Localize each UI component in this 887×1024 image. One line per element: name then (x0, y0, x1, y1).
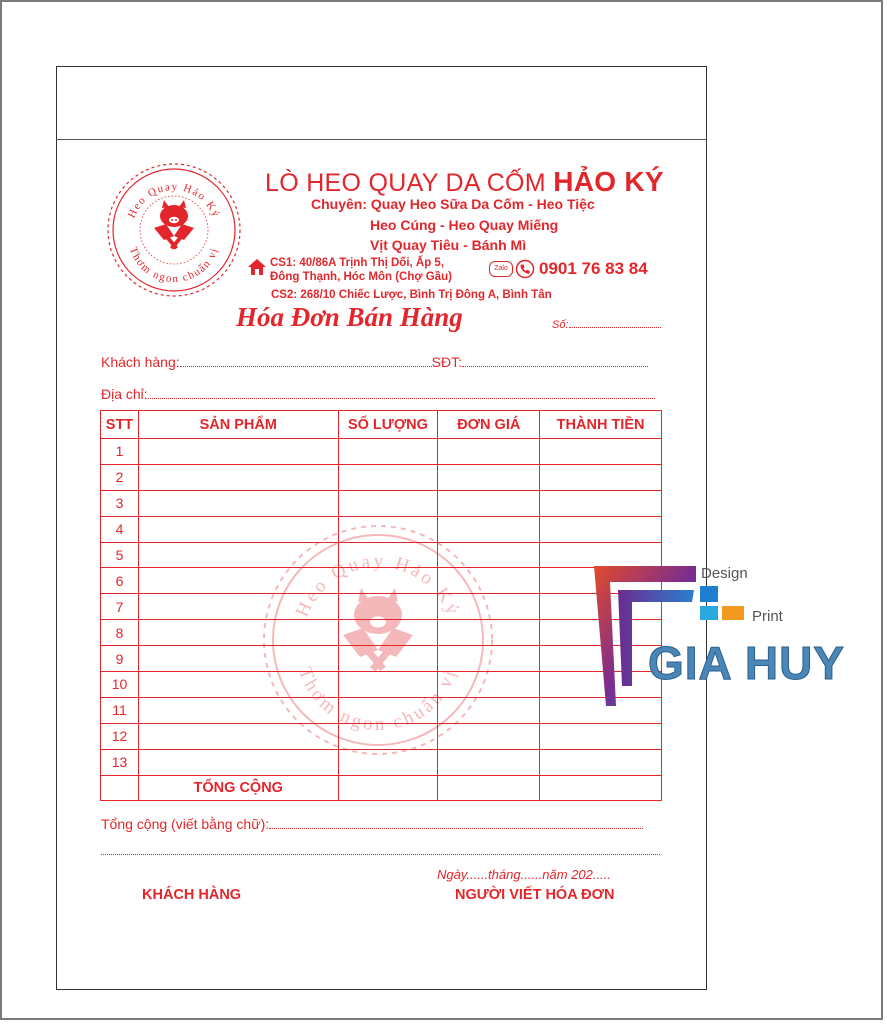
table-cell[interactable] (138, 620, 338, 646)
row-number: 9 (101, 646, 139, 672)
writer-signature-label: NGƯỜI VIẾT HÓA ĐƠN (455, 887, 615, 903)
row-number: 1 (101, 439, 139, 465)
table-cell[interactable] (438, 594, 540, 620)
col-header: THÀNH TIỀN (540, 411, 662, 439)
row-number: 6 (101, 568, 139, 594)
table-cell[interactable] (438, 697, 540, 723)
col-header: ĐƠN GIÁ (438, 411, 540, 439)
table-cell[interactable] (138, 516, 338, 542)
row-number: 12 (101, 723, 139, 749)
invoice-table (100, 410, 662, 801)
cs2-address: CS2: 268/10 Chiếc Lược, Bình Trị Đông A, Bình Tân (271, 289, 552, 301)
table-cell[interactable] (438, 542, 540, 568)
table-cell[interactable] (338, 490, 438, 516)
brand-design-text: Design (701, 565, 748, 582)
row-number: 13 (101, 749, 139, 775)
table-row (101, 568, 662, 594)
table-row (101, 672, 662, 698)
address-field[interactable] (101, 386, 655, 402)
table-cell[interactable] (338, 749, 438, 775)
total-words-line-2[interactable] (101, 842, 660, 860)
invoice-number-label: Số: (552, 315, 661, 331)
brand-name-text: GIA HUY (648, 637, 845, 689)
row-number: 2 (101, 464, 139, 490)
table-cell[interactable] (138, 568, 338, 594)
table-cell[interactable] (438, 723, 540, 749)
phone-label: SĐT: (431, 354, 462, 370)
phone-number: 0901 76 83 84 (539, 259, 648, 278)
shop-brand: HẢO KÝ (553, 166, 664, 197)
table-cell[interactable] (338, 672, 438, 698)
table-cell[interactable] (438, 464, 540, 490)
table-cell[interactable] (540, 723, 662, 749)
specialty-line-1: Chuyên: Quay Heo Sữa Da Cốm - Heo Tiệc (311, 196, 595, 212)
table-cell[interactable] (540, 464, 662, 490)
table-cell[interactable] (138, 749, 338, 775)
table-row (101, 490, 662, 516)
table-cell[interactable] (138, 542, 338, 568)
shop-title-prefix: LÒ HEO QUAY DA CỐM (265, 169, 546, 197)
table-row (101, 439, 662, 465)
total-words-label: Tổng cộng (viết bằng chữ): (101, 816, 270, 832)
table-cell[interactable] (438, 439, 540, 465)
table-row (101, 516, 662, 542)
table-cell[interactable] (338, 439, 438, 465)
table-row (101, 464, 662, 490)
table-cell[interactable] (138, 464, 338, 490)
table-row (101, 646, 662, 672)
table-row (101, 723, 662, 749)
table-cell[interactable] (438, 620, 540, 646)
table-cell[interactable] (338, 516, 438, 542)
table-cell[interactable] (338, 723, 438, 749)
invoice-title: Hóa Đơn Bán Hàng (236, 302, 463, 332)
table-cell[interactable] (438, 568, 540, 594)
table-cell[interactable] (138, 490, 338, 516)
row-number: 7 (101, 594, 139, 620)
row-number: 8 (101, 620, 139, 646)
table-cell[interactable] (338, 646, 438, 672)
table-cell[interactable] (540, 516, 662, 542)
cs1-line-1: CS1: 40/86A Trịnh Thị Dối, Ấp 5, (270, 257, 445, 269)
table-cell[interactable] (540, 749, 662, 775)
shop-title (265, 166, 664, 198)
perforation-line (56, 139, 707, 140)
address-label: Địa chỉ: (101, 386, 148, 402)
col-header: SỐ LƯỢNG (338, 411, 438, 439)
table-row (101, 594, 662, 620)
customer-signature-label: KHÁCH HÀNG (142, 887, 242, 903)
row-number: 4 (101, 516, 139, 542)
table-cell[interactable] (138, 672, 338, 698)
specialty-line-3: Vịt Quay Tiêu - Bánh Mì (370, 237, 527, 253)
total-row (101, 775, 662, 801)
svg-text:Thơm ngon chuẩn vị: Thơm ngon chuẩn vị (126, 245, 222, 286)
brand-print-text: Print (752, 608, 783, 625)
table-cell[interactable] (438, 516, 540, 542)
table-cell[interactable] (338, 568, 438, 594)
col-header: SẢN PHẨM (138, 411, 338, 439)
home-icon (247, 258, 267, 276)
table-header-row (101, 411, 662, 439)
table-cell[interactable] (438, 490, 540, 516)
table-cell[interactable] (138, 594, 338, 620)
row-number: 11 (101, 697, 139, 723)
col-header: STT (101, 411, 139, 439)
table-cell[interactable] (438, 749, 540, 775)
table-row (101, 542, 662, 568)
seal-logo-icon (104, 160, 244, 300)
table-cell[interactable] (338, 464, 438, 490)
customer-label: Khách hàng: (101, 354, 180, 370)
table-cell[interactable] (438, 672, 540, 698)
row-number: 10 (101, 672, 139, 698)
total-words-field[interactable] (101, 816, 643, 832)
specialty-line-2: Heo Cúng - Heo Quay Miếng (370, 217, 559, 233)
svg-text:Heo Quay Hảo Ký: Heo Quay Hảo Ký (291, 550, 465, 621)
date-line: Ngày......tháng......năm 202..... (437, 867, 611, 882)
svg-text:Thơm ngon chuẩn vị: Thơm ngon chuẩn vị (294, 664, 462, 736)
table-cell[interactable] (338, 620, 438, 646)
table-row (101, 749, 662, 775)
table-cell[interactable] (138, 646, 338, 672)
row-number: 3 (101, 490, 139, 516)
zalo-icon: Zalo (489, 261, 513, 277)
table-cell[interactable] (540, 490, 662, 516)
table-row (101, 620, 662, 646)
phone-icon (515, 259, 535, 279)
cs1-line-2: Đông Thạnh, Hóc Môn (Chợ Gầu) (270, 271, 452, 283)
table-cell[interactable] (540, 439, 662, 465)
table-cell[interactable] (138, 723, 338, 749)
table-cell[interactable] (138, 697, 338, 723)
total-label: TỔNG CỘNG (138, 775, 338, 801)
customer-field[interactable] (101, 354, 648, 370)
row-number: 5 (101, 542, 139, 568)
table-cell[interactable] (138, 439, 338, 465)
table-cell[interactable] (338, 594, 438, 620)
table-cell[interactable] (338, 697, 438, 723)
table-row (101, 697, 662, 723)
table-cell[interactable] (338, 542, 438, 568)
svg-text:Heo Quay Hảo Ký: Heo Quay Hảo Ký (125, 180, 223, 220)
table-cell[interactable] (438, 646, 540, 672)
